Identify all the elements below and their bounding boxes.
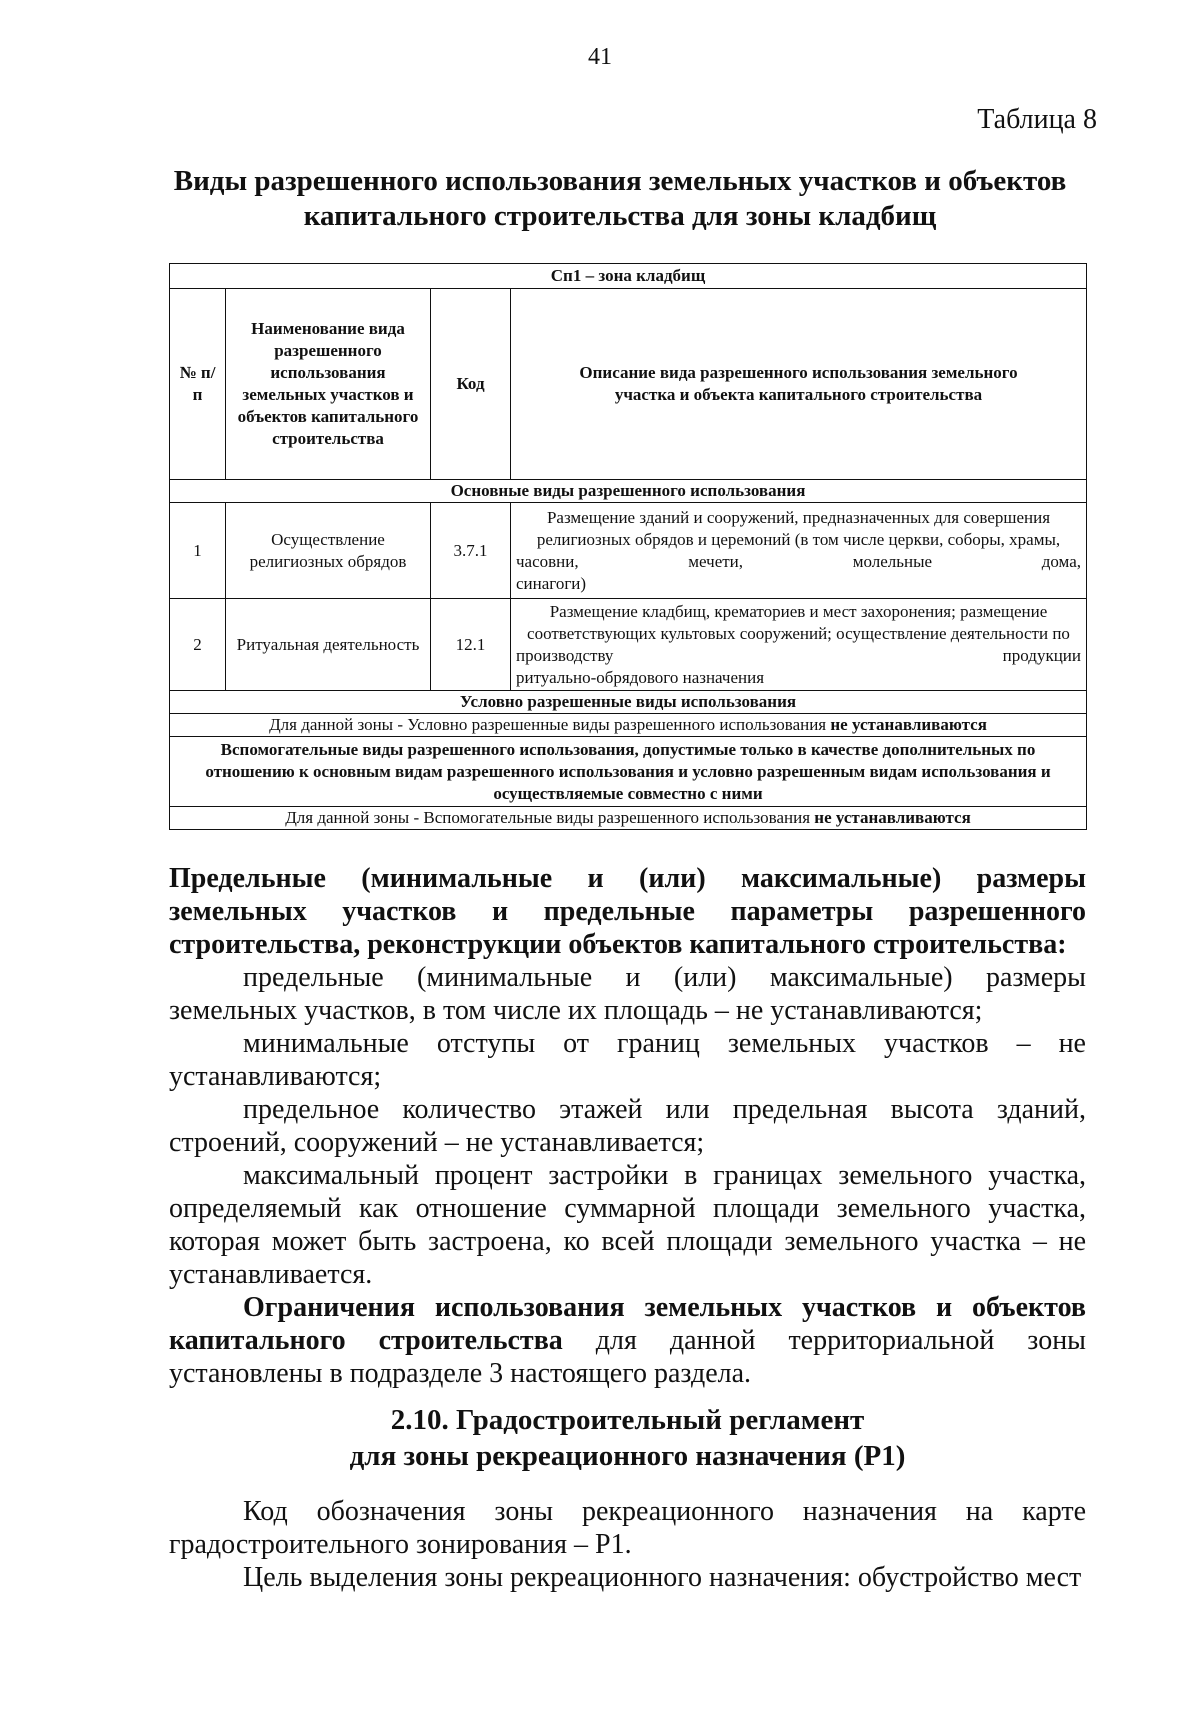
section-row-main [170,480,1087,503]
row-name: Ритуальная деятельность [226,599,431,691]
table-label: Таблица 8 [977,104,1097,135]
row-desc [511,503,1087,599]
section-paragraph-1: Код обозначения зоны рекреационного назначения на карте градостроительного зонирования – Р1. [169,1496,1086,1560]
row-code: 12.1 [431,599,511,691]
table-title [160,164,1080,234]
section-auxiliary: Вспомогательные виды разрешенного использования, допустимые только в качестве дополнительных по отношению к основным видам разрешенного использования и условно разрешенным видам использования и осуществляемые совместно с ними [170,737,1087,807]
limits-paragraph-3: предельное количество этажей или предельная высота зданий, строений, сооружений – не устанавливается; [169,1094,1086,1158]
table-row [170,503,1087,599]
section-paragraph-2: Цель выделения зоны рекреационного назначения: обустройство мест [243,1562,1082,1593]
zone-header: Сп1 – зона кладбищ [170,264,1087,289]
conditional-note [170,714,1087,737]
table-row [170,599,1087,691]
restrictions-rest: для данной территориальной зоны установлены в подразделе 3 настоящего раздела. [169,1325,1086,1389]
section-body [169,1495,1086,1594]
restrictions-paragraph [169,1291,1086,1390]
limits-paragraph-1: предельные (минимальные и (или) максимальные) размеры земельных участков, в том числе их площадь – не устанавливаются; [169,962,1086,1026]
row-name: Осуществление религиозных обрядов [226,503,431,599]
limits-heading-text: Предельные (минимальные и (или) максимальные) размеры земельных участков и предельные параметры разрешенного строительства, реконструкции объектов капитального строительства: [169,863,1086,960]
limits-paragraph-2: минимальные отступы от границ земельных участков – не устанавливаются; [169,1028,1086,1092]
auxiliary-note-row [170,807,1087,830]
section-title-line1: 2.10. Градостроительный регламент [390,1404,865,1436]
col-header-num: № п/п [170,289,226,480]
row-desc-last: синагоги) [516,573,587,593]
page-number: 41 [588,44,612,70]
col-header-desc: Описание вида разрешенного использования земельного участка и объекта капитального строительства [511,289,1087,480]
conditional-note-prefix: Для данной зоны - Условно разрешенные виды разрешенного использования [269,715,827,734]
section-conditional: Условно разрешенные виды использования [170,691,1087,714]
section-title-line2: для зоны рекреационного назначения (Р1) [349,1440,906,1472]
auxiliary-note [170,807,1087,830]
table-title-line2: капитального строительства для зоны кладбищ [303,200,937,232]
row-num: 1 [170,503,226,599]
row-desc [511,599,1087,691]
limits-heading [169,862,1086,961]
permitted-uses-table [169,263,1087,830]
column-header-row [170,289,1087,480]
table-title-line1: Виды разрешенного использования земельных участков и объектов [173,165,1067,197]
row-desc-main: Размещение зданий и сооружений, предназначенных для совершения религиозных обрядов и церемоний (в том числе церкви, соборы, храмы, часовни, мечети, молельные дома, [516,507,1081,571]
section-title [169,1402,1086,1474]
limits-paragraph-4: максимальный процент застройки в границах земельного участка, определяемый как отношение суммарной площади земельного участка, которая может быть застроена, ко всей площади земельного участка – не устанавливается. [169,1160,1086,1290]
limits-block [169,862,1086,1390]
col-header-code: Код [431,289,511,480]
section-main: Основные виды разрешенного использования [170,480,1087,503]
auxiliary-note-suffix: не устанавливаются [814,808,971,827]
conditional-note-suffix: не устанавливаются [830,715,987,734]
row-code: 3.7.1 [431,503,511,599]
row-desc-main: Размещение кладбищ, крематориев и мест захоронения; размещение соответствующих культовых сооружений; осуществление деятельности по производству продукции [516,601,1081,665]
row-desc-last: ритуально-обрядового назначения [516,667,765,687]
restrictions-bold: Ограничения использования земельных участков и объектов капитального строительства [169,1292,1086,1356]
conditional-note-row [170,714,1087,737]
zone-header-row [170,264,1087,289]
row-num: 2 [170,599,226,691]
col-header-name: Наименование вида разрешенного использования земельных участков и объектов капитального строительства [226,289,431,480]
auxiliary-note-prefix: Для данной зоны - Вспомогательные виды разрешенного использования [285,808,811,827]
section-row-auxiliary [170,737,1087,807]
section-row-conditional [170,691,1087,714]
